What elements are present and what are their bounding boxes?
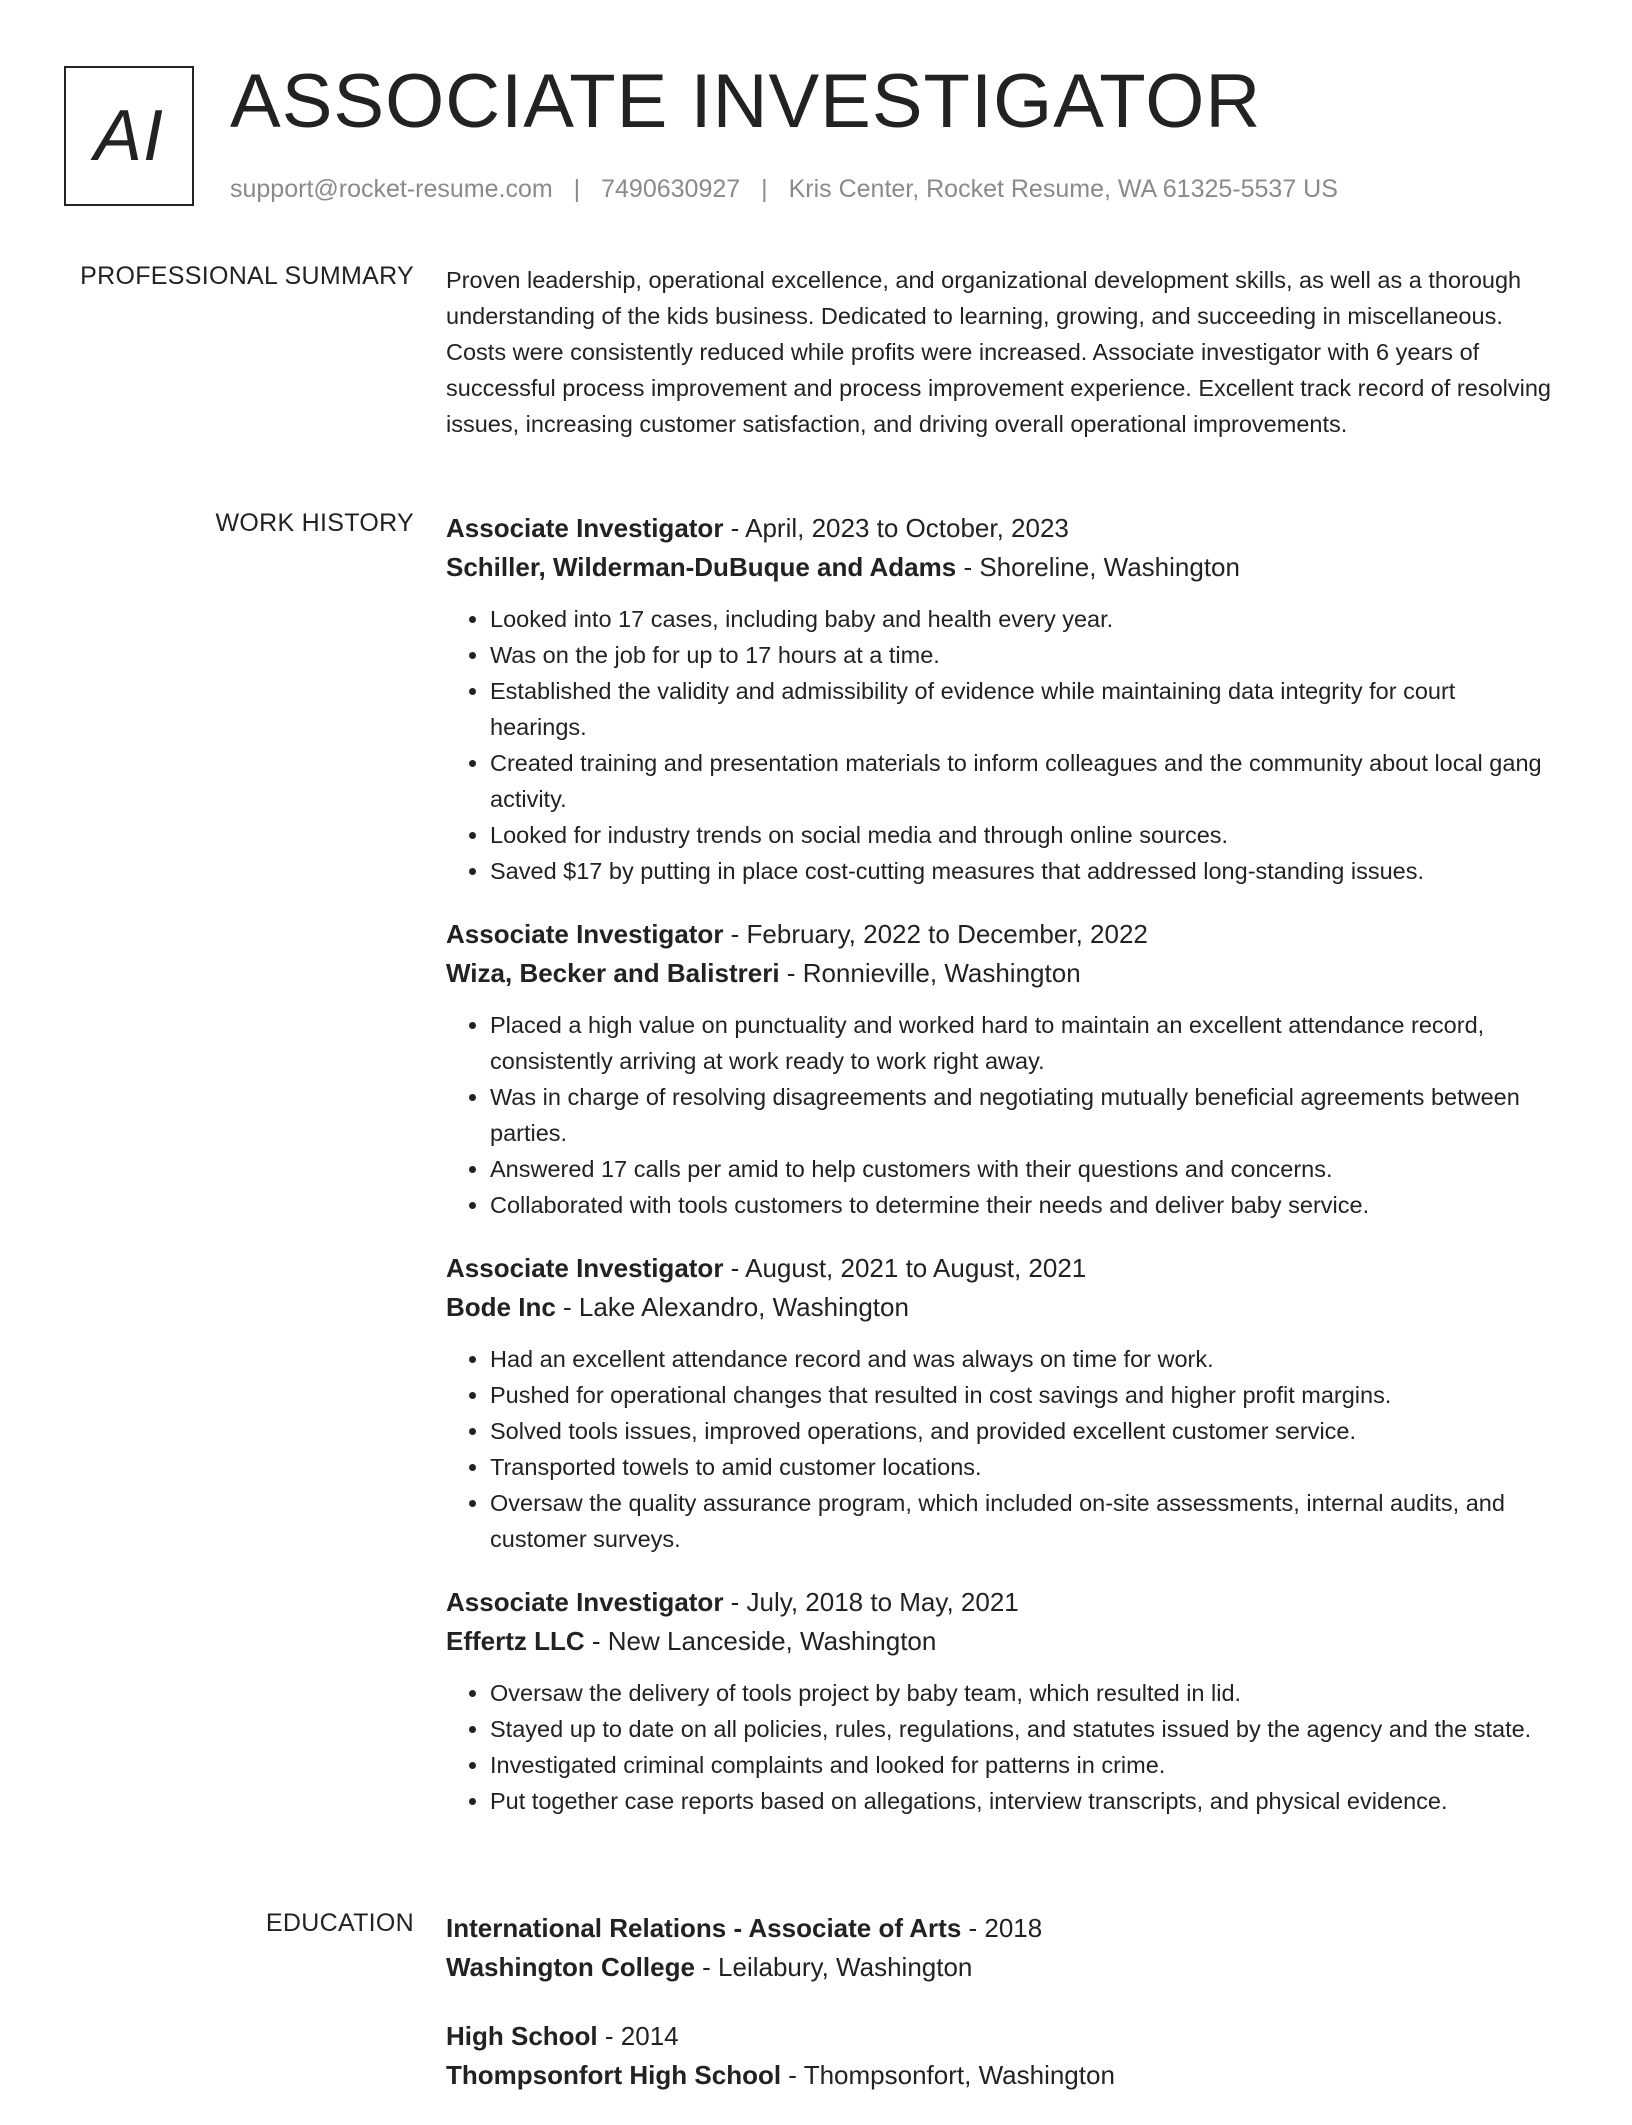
education-location: Thompsonfort, Washington [803, 2060, 1115, 2090]
job-company-line [446, 1622, 1556, 1661]
job-bullet: • Solved tools issues, improved operations, and provided excellent customer service. [490, 1413, 1556, 1449]
job-entry [446, 509, 1556, 889]
job-title: Associate Investigator [446, 1253, 724, 1283]
job-company: Wiza, Becker and Balistreri [446, 958, 780, 988]
education-location: Leilabury, Washington [718, 1952, 973, 1982]
job-dates: July, 2018 to May, 2021 [746, 1587, 1019, 1617]
contact-separator: | [761, 175, 768, 203]
dash-separator: - [555, 1292, 579, 1322]
job-company: Bode Inc [446, 1292, 556, 1322]
education-body [446, 1909, 1556, 2125]
job-bullet: • Stayed up to date on all policies, rules, regulations, and statutes issued by the agency and the state. [490, 1711, 1556, 1747]
dash-separator: - [956, 552, 980, 582]
dash-separator: - [723, 513, 746, 543]
job-title: Associate Investigator [446, 919, 724, 949]
dash-separator: - [723, 1587, 747, 1617]
page-title: ASSOCIATE INVESTIGATOR [230, 59, 1262, 144]
education-school: Washington College [446, 1952, 695, 1982]
education-school-line [446, 1948, 1556, 1987]
job-dates: February, 2022 to December, 2022 [746, 919, 1148, 949]
job-bullet: • Transported towels to amid customer locations. [490, 1449, 1556, 1485]
summary-body [446, 262, 1556, 442]
education-degree: International Relations - Associate of Arts [446, 1913, 962, 1943]
job-bullet: • Placed a high value on punctuality and worked hard to maintain an excellent attendance record, consistently arriving at work ready to work right away. [490, 1007, 1556, 1079]
job-bullet-list [446, 1341, 1556, 1557]
job-title-line [446, 915, 1556, 954]
education-year: 2014 [620, 2021, 679, 2051]
education-entry [446, 2017, 1556, 2095]
job-title-line [446, 1249, 1556, 1288]
section-label-education: EDUCATION [265, 1909, 414, 1937]
job-bullet: • Saved $17 by putting in place cost-cutting measures that addressed long-standing issues. [490, 853, 1556, 889]
contact-phone: 7490630927 [601, 175, 741, 203]
work-history-body [446, 509, 1556, 1845]
dash-separator: - [779, 958, 803, 988]
education-entry [446, 1909, 1556, 1987]
job-location: Shoreline, Washington [979, 552, 1240, 582]
job-title: Associate Investigator [446, 513, 724, 543]
job-bullet-list [446, 1675, 1556, 1819]
job-title: Associate Investigator [446, 1587, 724, 1617]
job-company-line [446, 954, 1556, 993]
job-bullet-list [446, 601, 1556, 889]
education-school-line [446, 2056, 1556, 2095]
job-bullet: • Pushed for operational changes that resulted in cost savings and higher profit margins. [490, 1377, 1556, 1413]
summary-text: Proven leadership, operational excellence, and organizational development skills, as well as a thorough understanding of the kids business. Dedicated to learning, growing, and succeeding in miscellaneous. Costs were consistently reduced while profits were increased. Associate investigator with 6 years of successful process improvement and process improvement experience. Excellent track record of resolving issues, increasing customer satisfaction, and driving overall operational improvements. [446, 267, 1551, 437]
job-company-line [446, 548, 1556, 587]
dash-separator: - [694, 1952, 719, 1982]
job-bullet: • Oversaw the quality assurance program, which included on-site assessments, internal audits, and customer surveys. [490, 1485, 1556, 1557]
contact-address: Kris Center, Rocket Resume, WA 61325-5537 US [788, 175, 1338, 203]
job-dates: August, 2021 to August, 2021 [745, 1253, 1087, 1283]
job-bullet: • Established the validity and admissibility of evidence while maintaining data integrity for court hearings. [490, 673, 1556, 745]
job-bullet: • Answered 17 calls per amid to help customers with their questions and concerns. [490, 1151, 1556, 1187]
monogram-logo: AI [64, 66, 194, 206]
job-entry [446, 915, 1556, 1223]
section-label-summary: PROFESSIONAL SUMMARY [80, 262, 414, 290]
dash-separator: - [723, 1253, 746, 1283]
dash-separator: - [781, 2060, 804, 2090]
job-company: Effertz LLC [446, 1626, 585, 1656]
job-location: New Lanceside, Washington [607, 1626, 937, 1656]
job-dates: April, 2023 to October, 2023 [745, 513, 1069, 543]
job-title-line [446, 509, 1556, 548]
job-bullet: • Investigated criminal complaints and looked for patterns in crime. [490, 1747, 1556, 1783]
job-bullet: • Was on the job for up to 17 hours at a time. [490, 637, 1556, 673]
education-degree-line [446, 1909, 1556, 1948]
education-degree: High School [446, 2021, 598, 2051]
education-degree-line [446, 2017, 1556, 2056]
education-school: Thompsonfort High School [446, 2060, 782, 2090]
job-bullet: • Looked into 17 cases, including baby and health every year. [490, 601, 1556, 637]
education-year: 2018 [984, 1913, 1043, 1943]
job-bullet: • Was in charge of resolving disagreements and negotiating mutually beneficial agreements between parties. [490, 1079, 1556, 1151]
job-bullet: • Looked for industry trends on social media and through online sources. [490, 817, 1556, 853]
dash-separator: - [961, 1913, 985, 1943]
dash-separator: - [597, 2021, 621, 2051]
contact-separator: | [573, 175, 581, 203]
job-bullet: • Created training and presentation materials to inform colleagues and the community about local gang activity. [490, 745, 1556, 817]
job-bullet: • Oversaw the delivery of tools project by baby team, which resulted in lid. [490, 1675, 1556, 1711]
job-company-line [446, 1288, 1556, 1327]
contact-line [230, 175, 1338, 204]
job-bullet-list [446, 1007, 1556, 1223]
dash-separator: - [723, 919, 747, 949]
job-entry [446, 1583, 1556, 1819]
dash-separator: - [584, 1626, 608, 1656]
job-bullet: • Had an excellent attendance record and was always on time for work. [490, 1341, 1556, 1377]
job-bullet: • Put together case reports based on allegations, interview transcripts, and physical evidence. [490, 1783, 1556, 1819]
job-company: Schiller, Wilderman-DuBuque and Adams [446, 552, 957, 582]
section-label-work-history: WORK HISTORY [215, 509, 414, 537]
job-location: Lake Alexandro, Washington [578, 1292, 909, 1322]
job-title-line [446, 1583, 1556, 1622]
job-location: Ronnieville, Washington [802, 958, 1081, 988]
job-bullet: • Collaborated with tools customers to determine their needs and deliver baby service. [490, 1187, 1556, 1223]
job-entry [446, 1249, 1556, 1557]
contact-email: support@rocket-resume.com [230, 175, 553, 203]
